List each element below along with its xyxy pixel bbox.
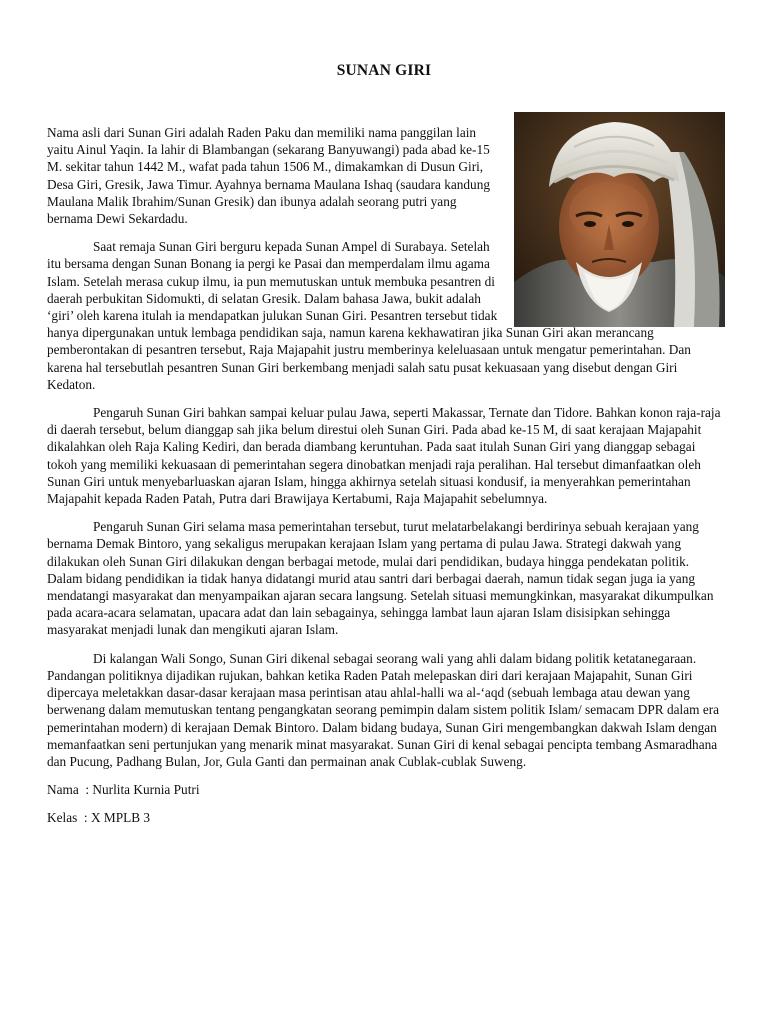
document-body: [47, 124, 727, 838]
paragraph-2: Saat remaja Sunan Giri berguru kepada Sunan Ampel di Surabaya. Setelah itu bersama dengan Sunan Bonang ia pergi ke Pasai dan memperdalam ilmu agama Islam. Setelah merasa cukup ilmu, ia pun memutuskan untuk membuka pesantren di daerah perbukitan Sidomukti, di selatan Gresik. Dalam bahasa Jawa, bukit adalah ‘giri’ oleh karena itulah ia mendapatkan julukan Sunan Giri. Pesantren tersebut tidak hanya dipergunakan untuk lembaga pendidikan saja, namun karena kekhawatiran jika Sunan Giri akan merancang pemberontakan di pesantren tersebut, Raja Majapahit justru memberinya keleluasaan untuk mengatur pemerintahan. Dan karena hal tersebutlah pesantren Sunan Giri berkembang menjadi salah satu pusat kekuasaan yang disebut dengan Giri Kedaton.: [47, 239, 691, 392]
paragraph-5: Di kalangan Wali Songo, Sunan Giri dikenal sebagai seorang wali yang ahli dalam bidang politik ketatanegaraan. Pandangan politiknya dijadikan rujukan, bahkan ketika Raden Patah melepaskan diri dari kerajaan Majapahit, Sunan Giri dipercaya meletakkan dasar-dasar kerajaan masa perintisan atau ahlal-halli wa al-‘aqd (sebuah lembaga atau dewan yang berwenang dalam memutuskan tentang pengangkatan seorang pemimpin dalam sistem politik Islam/ semacam DPR dalam era pemerintahan modern) di kerajaan Demak Bintoro. Dalam bidang budaya, Sunan Giri mengembangkan dakwah Islam dengan memanfaatkan seni pertunjukan yang menarik minat masyarakat. Sunan Giri di kenal sebagai pencipta tembang Asmaradhana dan Pucung, Padhang Bulan, Jor, Gula Ganti dan permainan anak Cublak-cublak Suweng.: [47, 650, 720, 769]
student-name: Nama : Nurlita Kurnia Putri: [47, 782, 200, 798]
paragraph-3: Pengaruh Sunan Giri bahkan sampai keluar pulau Jawa, seperti Makassar, Ternate dan Tidore. Bahkan konon raja-raja di daerah tersebut, belum dianggap sah jika belum direstui oleh Sunan Giri. Pada abad ke-15 M, di saat kerajaan Majapahit dikalahkan oleh Raja Kaling Kediri, dan berada diambang keruntuhan. Pada saat itulah Sunan Giri yang dianggap sebagai tokoh yang memiliki kekuasaan di pemerintahan segera dinobatkan menjadi raja peralihan. Hal tersebut dimanfaatkan oleh Sunan Giri untuk menyebarluaskan ajaran Islam, hingga akhirnya setelah situasi kondusif, ia menyerahkan pemerintahan Majapahit kepada Raden Patah, Putra dari Brawijaya Kertabumi, Raja Majapahit sebelumnya.: [47, 405, 721, 507]
paragraph-1: Nama asli dari Sunan Giri adalah Raden Paku dan memiliki nama panggilan lain yaitu Ainul Yaqin. Ia lahir di Blambangan (sekarang Banyuwangi) pada abad ke-15 M. sekitar tahun 1442 M., wafat pada tahun 1506 M., dimakamkan di Dusun Giri, Desa Giri, Gresik, Jawa Timur. Ayahnya bernama Maulana Ishaq (saudara kandung Maulana Malik Ibrahim/Sunan Gresik) dan ibunya adalah seorang putri yang bernama Dewi Sekardadu.: [47, 125, 491, 227]
student-class: Kelas : X MPLB 3: [47, 810, 151, 826]
portrait-space: [503, 124, 727, 324]
paragraph-4: Pengaruh Sunan Giri selama masa pemerintahan tersebut, turut melatarbelakangi berdirinya sebuah kerajaan yang bernama Demak Bintoro, yang sekaligus merupakan kerajaan Islam yang pertama di pulau Jawa. Strategi dakwah yang dilakukan oleh Sunan Giri dilakukan dengan berbagai metode, mulai dari pendidikan, budaya hingga pendekatan politik. Dalam bidang pendidikan ia tidak hanya didatangi murid atau santri dari berbagai daerah, namun tidak segan juga ia yang mendatangi masyarakat dan menyampaikan ajaran secara langsung. Setelah situasi memungkinkan, masyarakat dikumpulkan pada acara-acara selamatan, upacara adat dan lain sebagainya, sehingga lambat laun ajaran Islam disisipkan sehingga masyarakat menjadi lunak dan mengikuti ajaran Islam.: [47, 519, 714, 638]
document-title: SUNAN GIRI: [336, 62, 432, 79]
